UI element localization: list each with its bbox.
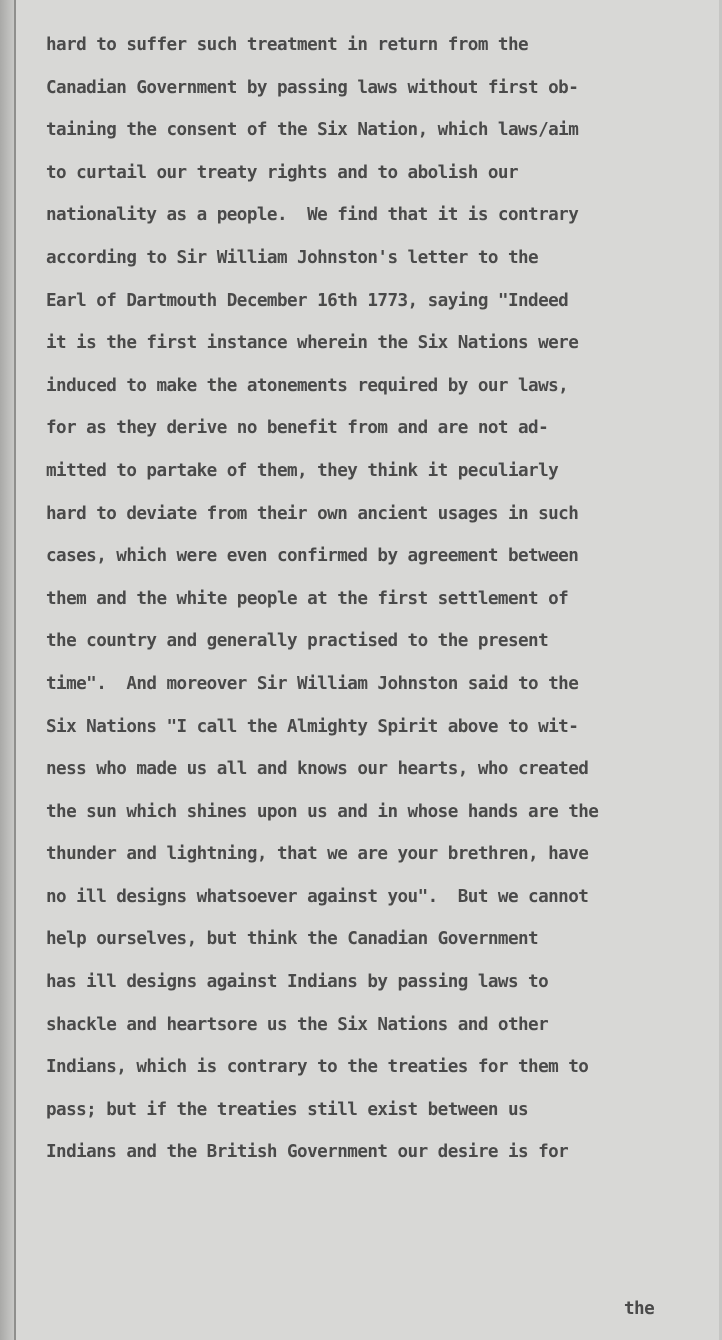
typewritten-text [46, 24, 706, 1174]
text-line: pass; but if the treaties still exist between us [46, 1099, 529, 1120]
text-line: Indians and the British Government our desire is for [46, 1142, 569, 1163]
text-line: time". And moreover Sir William Johnston said to the [46, 673, 579, 694]
text-line: Indians, which is contrary to the treaties for them to [46, 1057, 589, 1078]
text-line: no ill designs whatsoever against you". But we cannot [46, 886, 589, 907]
text-line: hard to suffer such treatment in return from the [46, 35, 529, 55]
text-line: thunder and lightning, that we are your brethren, have [46, 844, 589, 865]
text-line: help ourselves, but think the Canadian Government [46, 929, 539, 950]
text-line: nationality as a people. We find that it is contrary [46, 205, 579, 226]
text-line: shackle and heartsore us the Six Nations and other [46, 1014, 549, 1035]
text-line: has ill designs against Indians by passing laws to [46, 972, 549, 993]
text-line: the sun which shines upon us and in whose hands are the [46, 801, 599, 822]
text-line: Earl of Dartmouth December 16th 1773, saying "Indeed [46, 290, 569, 311]
text-line: Six Nations "I call the Almighty Spirit above to wit- [46, 716, 579, 737]
text-line: taining the consent of the Six Nation, which laws/aim [46, 120, 579, 141]
text-line: cases, which were even confirmed by agreement between [46, 546, 579, 567]
text-line: hard to deviate from their own ancient usages in such [46, 503, 579, 524]
text-line: it is the first instance wherein the Six Nations were [46, 333, 579, 354]
text-line: them and the white people at the first settlement of [46, 588, 569, 609]
text-line: induced to make the atonements required by our laws, [46, 375, 569, 396]
text-line: to curtail our treaty rights and to abolish our [46, 162, 518, 183]
catchword: the [624, 1299, 655, 1319]
text-line: mitted to partake of them, they think it peculiarly [46, 460, 559, 481]
text-line: for as they derive no benefit from and are not ad- [46, 418, 549, 439]
text-line: Canadian Government by passing laws without first ob- [46, 77, 579, 98]
text-line: the country and generally practised to the present [46, 631, 549, 652]
binding-margin [0, 0, 14, 1340]
text-line: according to Sir William Johnston's letter to the [46, 247, 539, 268]
text-line: ness who made us all and knows our hearts, who created [46, 759, 589, 780]
